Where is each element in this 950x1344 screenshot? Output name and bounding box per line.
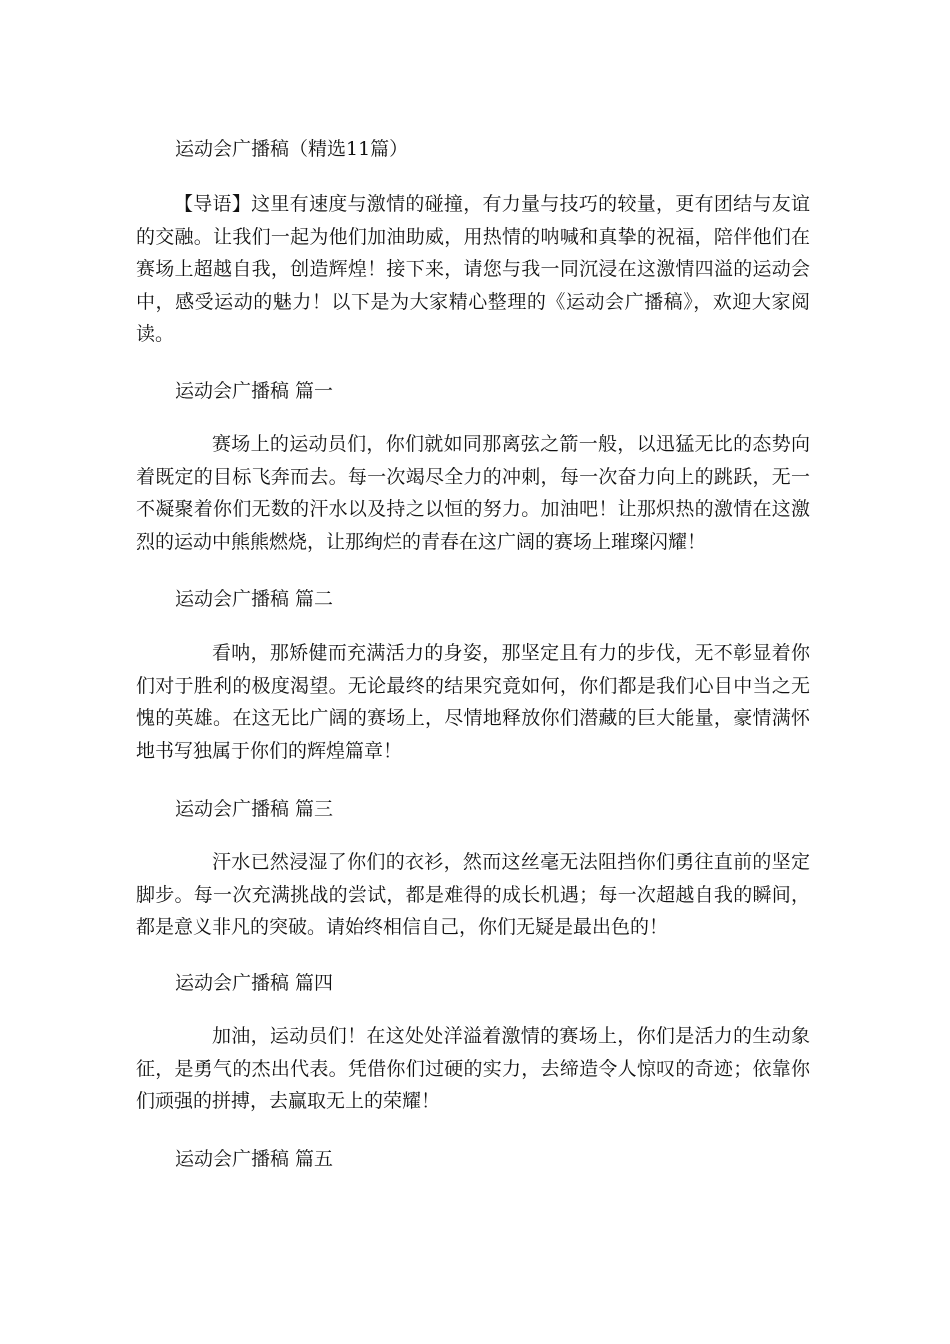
section-heading: 运动会广播稿 篇五 <box>175 1148 334 1170</box>
section-heading: 运动会广播稿 篇一 <box>175 380 334 402</box>
section-heading: 运动会广播稿 篇四 <box>175 972 334 994</box>
section-body: 加油，运动员们！在这处处洋溢着激情的赛场上，你们是活力的生动象征，是勇气的杰出代表。凭借你们过硬的实力，去缔造令人惊叹的奇迹；依靠你们顽强的拼搏，去赢取无上的荣耀！ <box>136 1025 810 1112</box>
section-body: 赛场上的运动员们，你们就如同那离弦之箭一般，以迅猛无比的态势向着既定的目标飞奔而去。每一次竭尽全力的冲刺，每一次奋力向上的跳跃，无一不凝聚着你们无数的汗水以及持之以恒的努力。加油吧！让那炽热的激情在这激烈的运动中熊熊燃烧，让那绚烂的青春在这广阔的赛场上璀璨闪耀！ <box>136 433 810 553</box>
section-body: 看呐，那矫健而充满活力的身姿，那坚定且有力的步伐，无不彰显着你们对于胜利的极度渴望。无论最终的结果究竟如何，你们都是我们心目中当之无愧的英雄。在这无比广阔的赛场上，尽情地释放你们潜藏的巨大能量，豪情满怀地书写独属于你们的辉煌篇章！ <box>136 642 810 762</box>
section-heading: 运动会广播稿 篇三 <box>175 798 334 820</box>
section-heading: 运动会广播稿 篇二 <box>175 588 334 610</box>
section-body: 汗水已然浸湿了你们的衣衫，然而这丝毫无法阻挡你们勇往直前的坚定脚步。每一次充满挑战的尝试，都是难得的成长机遇；每一次超越自我的瞬间，都是意义非凡的突破。请始终相信自己，你们无疑是最出色的！ <box>136 851 810 938</box>
intro-paragraph: 【导语】这里有速度与激情的碰撞，有力量与技巧的较量，更有团结与友谊的交融。让我们一起为他们加油助威，用热情的呐喊和真挚的祝福，陪伴他们在赛场上超越自我，创造辉煌！接下来，请您与我一同沉浸在这激情四溢的运动会中，感受运动的魅力！以下是为大家精心整理的《运动会广播稿》，欢迎大家阅读。 <box>136 193 810 345</box>
document-title: 运动会广播稿（精选11篇） <box>175 138 409 160</box>
